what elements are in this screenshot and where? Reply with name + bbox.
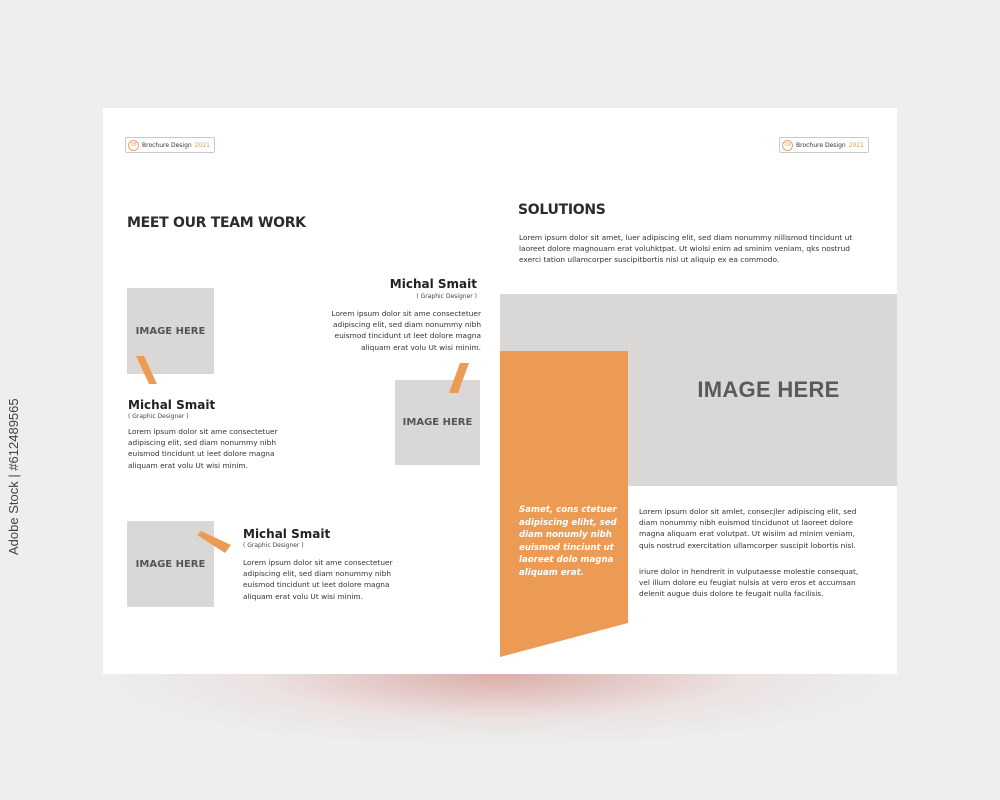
stock-watermark: Adobe Stock | #612489565 (6, 398, 21, 555)
member-3-accent (195, 531, 235, 557)
quote-line: Samet, cons ctetuer (519, 505, 617, 515)
bio-line: Lorem ipsum dolor sit ame consectetuer (128, 427, 278, 436)
tag-year: 2021 (848, 141, 864, 149)
tag-label: Brochure Design (142, 141, 192, 149)
quote-line: laoreet dolo magna (519, 555, 614, 566)
member-1-accent (133, 354, 163, 389)
paragraph-line: delenit augue duis dolore te feugait nulla facilisis. (639, 589, 824, 599)
bio-line: aliquam erat volu Ut wisi minim. (361, 342, 481, 352)
paragraph-line: magna aliquam erat volutpat. Ut wisiim ad minim veniam, (639, 529, 855, 539)
right-page-tag (779, 137, 869, 153)
solutions-title: SOLUTIONS (518, 202, 606, 218)
team-title: MEET OUR TEAM WORK (127, 215, 306, 231)
intro-line: Lorem ipsum dolor sit amet, luer adipiscing elit, sed diam nonummy nillismod tincidunt ut (519, 233, 853, 242)
paragraph-line: Lorem ipsum dolor sit amlet, consecjler adipiscing elit, sed (639, 507, 857, 516)
page-number: 08 (128, 140, 139, 151)
bio-line: euismod tincidunt ut leet dolore magna (243, 580, 390, 590)
member-2-image: IMAGE HERE (395, 380, 480, 465)
member-2-accent (443, 361, 473, 395)
paragraph-line: iriure dolor in hendrerit in vulputaesse molestie consequat, (639, 567, 859, 576)
quote-line: diam nonumly nibh (519, 530, 612, 541)
solutions-intro (519, 232, 852, 266)
quote-text (519, 504, 617, 580)
member-2-bio (303, 308, 481, 353)
paragraph-line: vel illum dolore eu feugiat nulsis at vero eros et accumsan (639, 578, 856, 588)
paragraph-line: diam nonummy nibh euismod tincidunot ut laoreet dolore (639, 518, 853, 528)
bio-line: euismod tincidunt ut leet dolore magna (128, 449, 275, 459)
hero-image: IMAGE HERE (500, 294, 897, 486)
member-3-role: ( Graphic Designer ) (243, 542, 304, 549)
member-1-bio (128, 426, 278, 471)
member-3-name: Michal Smait (243, 527, 331, 541)
tag-year: 2021 (194, 141, 210, 149)
paragraph-line: quis nostrud exercitation ullamcorper suscipit lobortis nisl. (639, 540, 856, 550)
solutions-paragraph-1 (639, 506, 856, 551)
bio-line: euismod tincidunt ut leet dolore magna (334, 331, 481, 341)
member-3-image: IMAGE HERE (127, 521, 214, 607)
member-1-image: IMAGE HERE (127, 288, 214, 374)
intro-line: exerci tation ullamcorper suscipitbortis nisl ut aliquip ex ea commodo. (519, 255, 780, 265)
bio-line: adipiscing elit, sed diam nonummy nibh (332, 320, 481, 330)
solutions-paragraph-2 (639, 566, 858, 600)
bio-line: Lorem ipsum dolor sit ame consectetuer (331, 309, 481, 318)
page-number: 09 (782, 140, 793, 151)
tag-label: Brochure Design (796, 141, 846, 149)
quote-line: adipiscing eliht, sed (519, 517, 617, 528)
member-3-bio (243, 557, 393, 602)
brochure-spread (103, 108, 897, 674)
bio-line: adipiscing elit, sed diam nonummy nibh (243, 569, 392, 579)
quote-line: euismod tinciunt ut (519, 542, 614, 553)
bio-line: adipiscing elit, sed diam nonummy nibh (128, 438, 277, 448)
page-shadow (120, 674, 880, 744)
member-2-role: ( Graphic Designer ) (416, 293, 477, 300)
bio-line: aliquam erat volu Ut wisi minim. (243, 591, 363, 601)
member-2-name: Michal Smait (389, 277, 477, 291)
left-page-tag (125, 137, 215, 153)
quote-line: aliquam erat. (519, 567, 584, 578)
intro-line: laoreet dolore magnouam erat voluhktpat. Ut wiolsi enim ad sminim veniam, qks nostrud (519, 244, 850, 254)
member-1-role: ( Graphic Designer ) (128, 413, 189, 420)
bio-line: Lorem ipsum dolor sit ame consectetuer (243, 558, 393, 567)
bio-line: aliquam erat volu Ut wisi minim. (128, 460, 248, 470)
member-1-name: Michal Smait (128, 398, 216, 412)
